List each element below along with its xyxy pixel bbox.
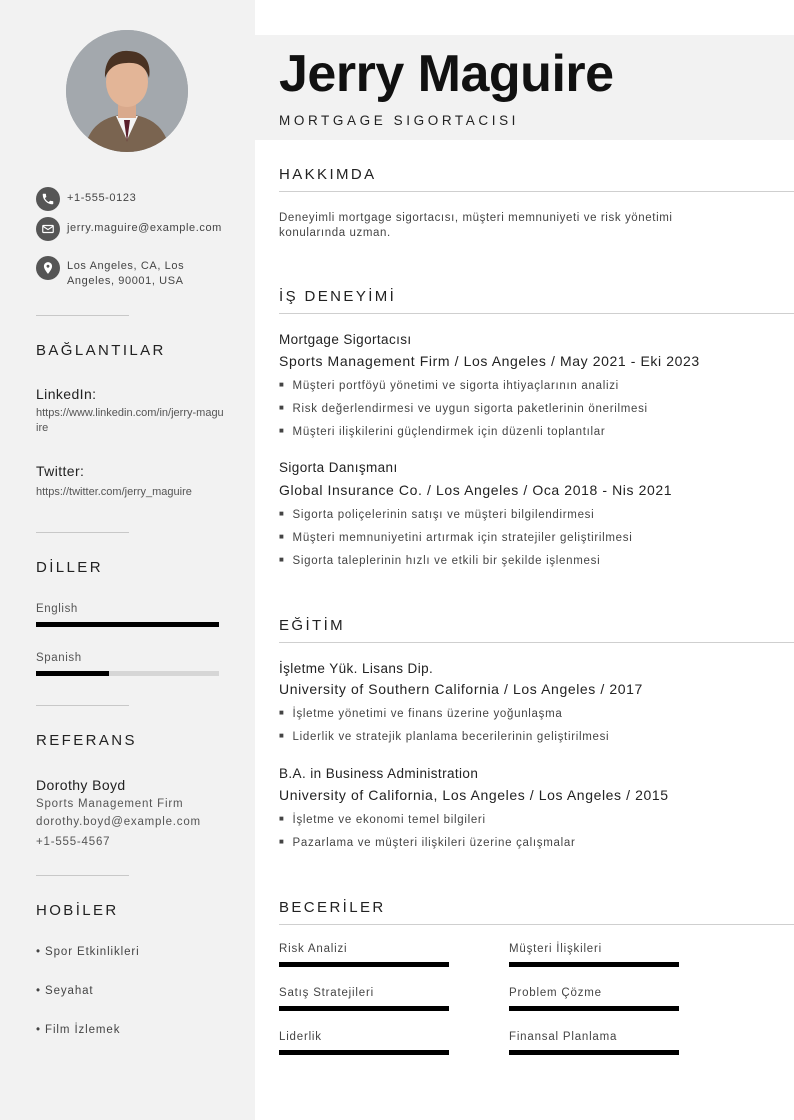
skills-heading: BECERİLER [279,899,386,916]
skill-level-fill [509,962,679,967]
skill-level-bar [279,1006,449,1011]
links-heading: BAĞLANTILAR [36,342,166,359]
edu-school: University of Southern California / Los Angeles / 2017 [279,681,643,697]
skill-name: Problem Çözme [509,987,602,999]
sidebar-divider [36,532,129,533]
edu-bullet: ■ İşletme ve ekonomi temel bilgileri [279,814,486,826]
phone-icon [36,187,60,211]
phone-text: +1-555-0123 [67,192,137,204]
edu-degree: B.A. in Business Administration [279,766,479,781]
language-name: Spanish [36,652,82,664]
skill-level-fill [509,1050,679,1055]
education-heading: EĞİTİM [279,617,346,634]
job-bullet: ■ Müşteri portföyü yönetimi ve sigorta ihtiyaçlarının analizi [279,380,619,392]
sidebar-divider [36,315,129,316]
section-rule [279,191,794,192]
skill-level-fill [279,1050,449,1055]
job-bullet: ■ Müşteri ilişkilerini güçlendirmek için düzenli toplantılar [279,426,606,438]
edu-school: University of California, Los Angeles / Los Angeles / 2015 [279,787,669,803]
job-bullet-text: Müşteri memnuniyetini artırmak için stratejiler geliştirilmesi [292,532,633,544]
edu-bullet-text: İşletme ve ekonomi temel bilgileri [292,814,486,826]
section-rule [279,642,794,643]
sidebar-divider [36,875,129,876]
job-org: Sports Management Firm / Los Angeles / May 2021 - Eki 2023 [279,353,700,369]
linkedin-link[interactable]: https://www.linkedin.com/in/jerry-maguire [36,407,224,434]
hobby-label: Film İzlemek [45,1024,121,1036]
job-bullet: ■ Sigorta poliçelerinin satışı ve müşteri bilgilendirmesi [279,509,595,521]
skill-level-bar [279,962,449,967]
language-level-fill [36,622,219,627]
job-bullet-text: Müşteri ilişkilerini güçlendirmek için düzenli toplantılar [292,426,606,438]
skill-level-bar [509,1006,679,1011]
edu-degree: İşletme Yük. Lisans Dip. [279,661,434,676]
sidebar [0,0,255,1120]
job-bullet: ■ Sigorta taleplerinin hızlı ve etkili bir şekilde işlenmesi [279,555,601,567]
hobby-label: Seyahat [45,985,94,997]
language-level-fill [36,671,109,676]
job-bullet: ■ Müşteri memnuniyetini artırmak için stratejiler geliştirilmesi [279,532,633,544]
job-title: MORTGAGE SIGORTACISI [279,113,520,128]
language-level-bar [36,671,219,676]
skill-level-bar [279,1050,449,1055]
profile-photo [66,30,188,152]
contact-phone [36,187,226,211]
job-org: Global Insurance Co. / Los Angeles / Oca 2018 - Nis 2021 [279,482,673,498]
job-bullet: ■ Risk değerlendirmesi ve uygun sigorta paketlerinin önerilmesi [279,403,648,415]
reference-email: dorothy.boyd@example.com [36,816,201,828]
skill-level-fill [509,1006,679,1011]
skill-name: Satış Stratejileri [279,987,374,999]
edu-bullet: ■ İşletme yönetimi ve finans üzerine yoğunlaşma [279,708,563,720]
profile-photo-image [66,30,188,152]
edu-bullet-text: Pazarlama ve müşteri ilişkileri üzerine çalışmalar [292,837,576,849]
languages-heading: DİLLER [36,559,103,576]
skill-level-fill [279,962,449,967]
skill-name: Finansal Planlama [509,1031,618,1043]
edu-bullet-text: Liderlik ve stratejik planlama becerilerinin geliştirilmesi [292,731,610,743]
references-heading: REFERANS [36,732,137,749]
sidebar-divider [36,705,129,706]
edu-bullet: ■ Liderlik ve stratejik planlama becerilerinin geliştirilmesi [279,731,610,743]
main-content [255,0,794,1120]
hobby-item: • Film İzlemek [36,1024,121,1036]
hobby-label: Spor Etkinlikleri [45,946,140,958]
edu-bullet-text: İşletme yönetimi ve finans üzerine yoğunlaşma [292,708,563,720]
experience-heading: İŞ DENEYİMİ [279,288,397,305]
about-heading: HAKKIMDA [279,166,377,183]
twitter-link[interactable]: https://twitter.com/jerry_maguire [36,486,192,498]
job-role: Sigorta Danışmanı [279,460,398,475]
twitter-label: Twitter: [36,463,85,479]
skill-name: Risk Analizi [279,943,348,955]
envelope-icon [36,217,60,241]
job-bullet-text: Sigorta taleplerinin hızlı ve etkili bir şekilde işlenmesi [292,555,601,567]
contact-address [36,256,226,289]
section-rule [279,924,794,925]
job-bullet-text: Sigorta poliçelerinin satışı ve müşteri bilgilendirmesi [292,509,595,521]
hobby-item: • Spor Etkinlikleri [36,946,140,958]
reference-phone: +1-555-4567 [36,836,111,848]
about-text: Deneyimli mortgage sigortacısı, müşteri memnuniyeti ve risk yönetimi konularında uzman. [279,212,673,239]
map-pin-icon [36,256,60,280]
email-text: jerry.maguire@example.com [67,222,222,234]
reference-name: Dorothy Boyd [36,777,126,793]
language-name: English [36,603,78,615]
linkedin-label: LinkedIn: [36,386,97,402]
job-role: Mortgage Sigortacısı [279,332,412,347]
skill-level-bar [509,962,679,967]
skill-name: Müşteri İlişkileri [509,943,602,955]
hobbies-heading: HOBİLER [36,902,119,919]
job-bullet-text: Müşteri portföyü yönetimi ve sigorta ihtiyaçlarının analizi [292,380,619,392]
edu-bullet: ■ Pazarlama ve müşteri ilişkileri üzerine çalışmalar [279,837,576,849]
full-name: Jerry Maguire [279,45,614,103]
address-text: Los Angeles, CA, Los Angeles, 90001, USA [67,260,185,287]
section-rule [279,313,794,314]
reference-company: Sports Management Firm [36,798,184,810]
skill-name: Liderlik [279,1031,322,1043]
skill-level-fill [279,1006,449,1011]
hobby-item: • Seyahat [36,985,94,997]
contact-email [36,217,226,241]
language-level-bar [36,622,219,627]
job-bullet-text: Risk değerlendirmesi ve uygun sigorta paketlerinin önerilmesi [292,403,648,415]
skill-level-bar [509,1050,679,1055]
